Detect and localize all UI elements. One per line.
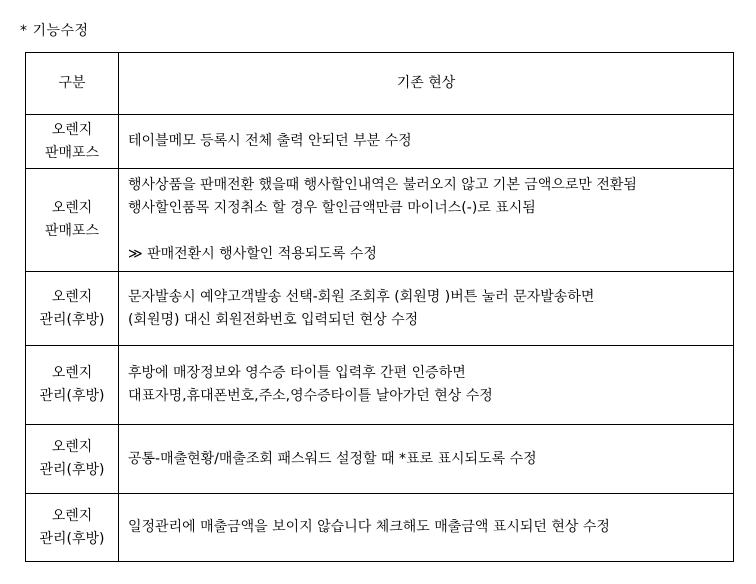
category-line: 관리(후방) [39,388,105,404]
description-line: (회원명) 대신 회원전화번호 입력되던 현상 수정 [128,311,419,328]
table-row [26,272,734,346]
description-line: 공통-매출현황/매출조회 패스워드 설정할 때 *표로 표시되도록 수정 [128,450,537,467]
description-cell [119,425,734,494]
description-cell [119,494,734,562]
category-cell [26,169,119,272]
table-header-row [26,53,734,115]
category-line: 판매포스 [44,144,100,161]
category-line: 오렌지 [51,200,93,216]
table-row [26,425,734,494]
category-cell [26,494,119,562]
description-cell [119,169,734,272]
category-cell [26,346,119,425]
category-line: 오렌지 [51,507,93,524]
description-cell [119,272,734,346]
description-line: 후방에 매장정보와 영수증 타이틀 입력후 간편 인증하면 [128,365,466,381]
table-row [26,346,734,425]
category-line: 관리(후방) [39,530,105,547]
description-line: 일정관리에 매출금액을 보이지 않습니다 체크해도 매출금액 표시되던 현상 수정 [128,519,610,535]
table-row [26,115,734,169]
column-header-existing-issue: 기존 현상 [119,53,734,115]
category-line: 관리(후방) [39,311,105,328]
description-line: 테이블메모 등록시 전체 출력 안되던 부분 수정 [128,133,412,149]
category-line: 오렌지 [51,288,93,305]
category-line: 오렌지 [51,365,93,381]
feature-fix-table [25,52,734,562]
description-line: 문자발송시 예약고객발송 선택-회원 조회후 (회원명 )버튼 눌러 문자발송하면 [128,288,595,305]
category-line: 오렌지 [51,121,93,138]
column-header-category: 구분 [26,53,119,115]
category-line: 오렌지 [51,439,93,455]
section-heading: * 기능수정 [20,23,89,39]
description-line: 행사할인품목 지정취소 할 경우 할인금액만큼 마이너스(-)로 표시됨 [128,200,536,216]
category-cell [26,272,119,346]
table-row [26,494,734,562]
description-line: ≫ 판매전환시 행사할인 적용되도록 수정 [128,246,377,262]
blank-line [128,220,733,243]
description-line: 행사상품을 판매전환 했을때 행사할인내역은 불러오지 않고 기본 금액으로만 전환됨 [128,177,637,193]
category-line: 판매포스 [44,223,100,239]
category-cell [26,425,119,494]
category-cell [26,115,119,169]
description-cell [119,346,734,425]
category-line: 관리(후방) [39,462,105,478]
table-row [26,169,734,272]
description-line: 대표자명,휴대폰번호,주소,영수증타이틀 날아가던 현상 수정 [128,388,493,404]
description-cell [119,115,734,169]
